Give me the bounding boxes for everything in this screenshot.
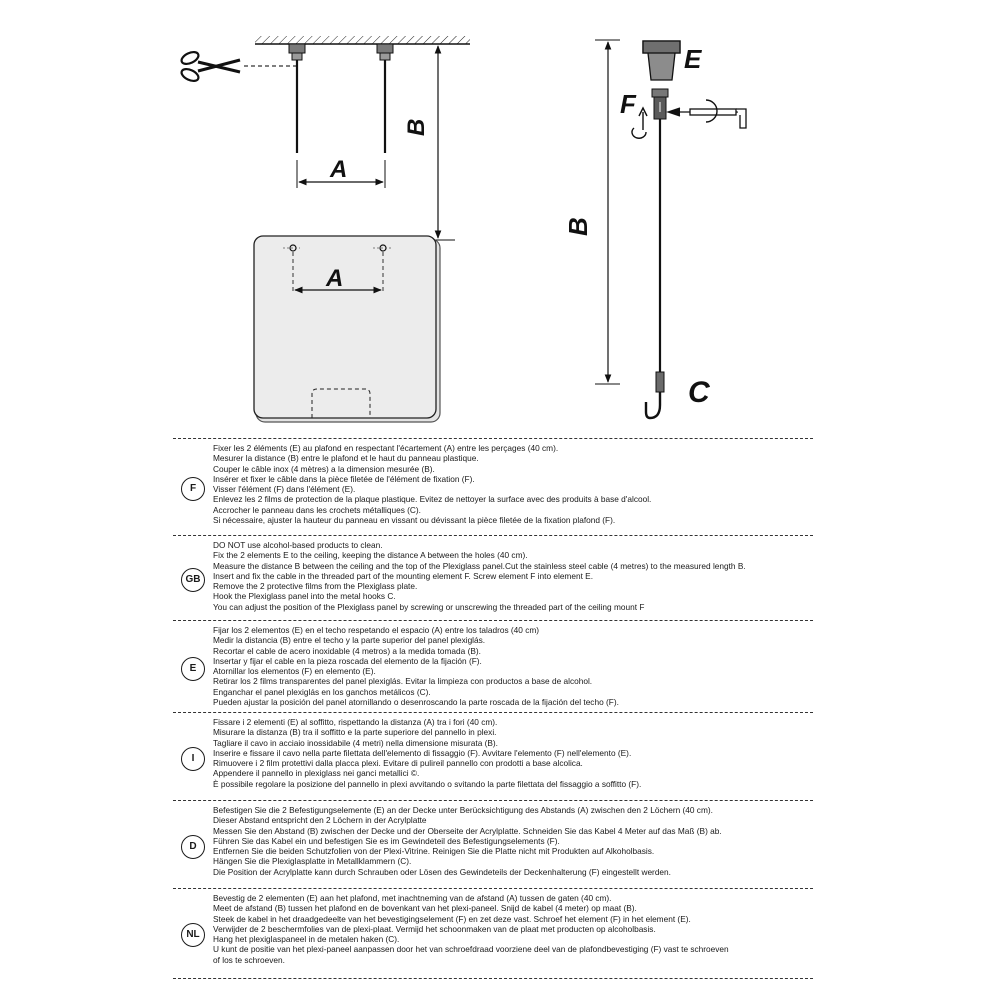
instruction-line: Tagliare il cavo in acciaio inossidabile (4 metri) nella dimensione misurata (B). bbox=[213, 737, 498, 748]
instruction-line: Medir la distancia (B) entre el techo y la parte superior del panel plexiglás. bbox=[213, 635, 486, 646]
language-badge-es: E bbox=[181, 657, 205, 681]
language-badge-gb: GB bbox=[181, 568, 205, 592]
separator bbox=[173, 438, 813, 439]
language-badge-it: I bbox=[181, 747, 205, 771]
instruction-line: U kunt de positie van het plexi-paneel aanpassen door het van schroefdraad voorziene deel van de plafondbevestiging (F) vast te schroeven bbox=[213, 944, 729, 955]
label-e: E bbox=[684, 44, 702, 74]
instruction-line: DO NOT use alcohol-based products to clean. bbox=[213, 540, 383, 550]
scissors-icon bbox=[180, 50, 240, 84]
instruction-line: Fixer les 2 éléments (E) au plafond en respectant l'écartement (A) entre les perçages (40 cm). bbox=[213, 443, 559, 453]
language-badge-de: D bbox=[181, 835, 205, 859]
label-b-right: B bbox=[563, 217, 593, 236]
instruction-line: Retirar los 2 films transparentes del panel plexiglás. Evitar la limpieza con productos a base de alcohol. bbox=[213, 676, 593, 687]
language-badge-nl: NL bbox=[181, 923, 205, 947]
instruction-line: Befestigen Sie die 2 Befestigungselemente (E) an der Decke unter Berücksichtigung des Abstands (A) zwischen den 2 Löchern (40 cm). bbox=[213, 805, 713, 815]
separator bbox=[173, 712, 813, 713]
instruction-line: Enganchar el panel plexiglás en los ganchos metálicos (C). bbox=[213, 686, 431, 697]
plexiglass-panel bbox=[254, 236, 440, 422]
element-f bbox=[652, 89, 668, 119]
instruction-line: Visser l'élément (F) dans l'élément (E). bbox=[213, 484, 356, 495]
instruction-line: Pueden ajustar la posición del panel atornillando o desenroscando la parte roscada de la fijación del techo (F). bbox=[213, 697, 619, 708]
allen-key-icon bbox=[668, 100, 746, 128]
instruction-line: Enlevez les 2 films de protection de la plaque plastique. Evitez de nettoyer la surface avec des produits à base d'alcool. bbox=[213, 494, 652, 505]
instruction-line: Meet de afstand (B) tussen het plafond en de bovenkant van het plexi-paneel. Snijd de kabel (4 meter) op maat (B). bbox=[213, 903, 637, 914]
dimension-b-right bbox=[595, 40, 620, 384]
instruction-line: Verwijder de 2 beschermfolies van de plexi-plaat. Vermijd het schoonmaken van de plaat met producten op alcoholbasis. bbox=[213, 923, 656, 934]
instruction-line: Fissare i 2 elementi (E) al soffitto, rispettando la distanza (A) tra i fori (40 cm). bbox=[213, 717, 498, 727]
instruction-line: Remove the 2 protective films from the Plexiglass plate. bbox=[213, 581, 418, 592]
dimension-b-left bbox=[430, 44, 455, 240]
separator bbox=[173, 800, 813, 801]
separator bbox=[173, 620, 813, 621]
instruction-line: Appendere il pannello in plexiglass nei ganci metallici ©. bbox=[213, 768, 420, 779]
instruction-line: Hängen Sie die Plexiglasplatte in Metallklammern (C). bbox=[213, 856, 412, 867]
instruction-line: Recortar el cable de acero inoxidable (4 metros) a la medida tomada (B). bbox=[213, 645, 481, 656]
instruction-line: Inserire e fissare il cavo nella parte filettata dell'elemento di fissaggio (F). Avvitare l'elemento (F) nell'elemento (E). bbox=[213, 747, 632, 758]
instruction-line: Hook the Plexiglass panel into the metal hooks C. bbox=[213, 591, 396, 602]
label-f: F bbox=[620, 89, 636, 119]
instruction-line: Rimuovere i 2 film protettivi dalla placca plexi. Evitare di pulireil pannello con prodotti a base alcolica. bbox=[213, 758, 583, 769]
ceiling bbox=[255, 36, 470, 44]
instruction-line: Dieser Abstand entspricht den 2 Löchern in der Acrylplatte bbox=[213, 815, 427, 826]
separator bbox=[173, 888, 813, 889]
label-c: C bbox=[688, 376, 710, 409]
instruction-line: Die Position der Acrylplatte kann durch Schrauben oder Lösen des Gewindeteils der Deckenhalterung (F) eingestellt werden. bbox=[213, 866, 671, 877]
element-e bbox=[643, 41, 680, 80]
language-badge-fr: F bbox=[181, 477, 205, 501]
label-a-top: A bbox=[330, 156, 348, 183]
instruction-line: Atornillar los elementos (F) en elemento (E). bbox=[213, 666, 376, 677]
hook-c bbox=[646, 372, 664, 418]
instruction-line: Couper le câble inox (4 mètres) a la dimension mesurée (B). bbox=[213, 463, 435, 474]
instruction-line: of los te schroeven. bbox=[213, 954, 285, 965]
ceiling-mount-right bbox=[377, 44, 393, 153]
instruction-line: Si nécessaire, ajuster la hauteur du panneau en vissant ou dévissant la pièce filetée de la fixation plafond (F). bbox=[213, 515, 616, 526]
instruction-line: Fix the 2 elements E to the ceiling, keeping the distance A between the holes (40 cm). bbox=[213, 550, 528, 561]
instruction-line: È possibile regolare la posizione del pannello in plexi avvitando o svitando la parte filettata del fissaggio a soffitto (F). bbox=[213, 778, 642, 789]
instruction-line: Entfernen Sie die beiden Schutzfolien von der Plexi-Vitrine. Reinigen Sie die Platte nicht mit Produkten auf Alkoholbasis. bbox=[213, 846, 655, 857]
separator bbox=[173, 535, 813, 536]
ceiling-mount-left bbox=[289, 44, 305, 153]
instruction-line: Measure the distance B between the ceiling and the top of the Plexiglass panel.Cut the stainless steel cable (4 metres) to the measured length B. bbox=[213, 560, 746, 571]
label-b-left: B bbox=[403, 118, 430, 136]
instruction-line: Insertar y fijar el cable en la pieza roscada del elemento de la fijación (F). bbox=[213, 655, 482, 666]
installation-diagram bbox=[0, 0, 1000, 432]
instruction-line: Führen Sie das Kabel ein und befestigen Sie es im Gewindeteil des Befestigungselements (F). bbox=[213, 835, 560, 846]
separator bbox=[173, 978, 813, 979]
instruction-line: Accrocher le panneau dans les crochets métalliques (C). bbox=[213, 504, 421, 515]
instruction-line: Messen Sie den Abstand (B) zwischen der Decke und der Oberseite der Acrylplatte. Schneiden Sie das Kabel 4 Meter auf das Maß (B) ab. bbox=[213, 825, 722, 836]
instruction-line: Steek de kabel in het draadgedeelte van het bevestigingselement (F) en zet deze vast. Schroef het element (F) in het element (E). bbox=[213, 913, 691, 924]
instruction-line: You can adjust the position of the Plexiglass panel by screwing or unscrewing the threaded part of the ceiling mount F bbox=[213, 601, 645, 612]
instruction-line: Bevestig de 2 elementen (E) aan het plafond, met inachtneming van de afstand (A) tussen de gaten (40 cm). bbox=[213, 893, 612, 903]
instruction-line: Mesurer la distance (B) entre le plafond et le haut du panneau plastique. bbox=[213, 453, 479, 464]
instruction-line: Hang het plexiglaspaneel in de metalen haken (C). bbox=[213, 934, 400, 945]
instruction-line: Insert and fix the cable in the threaded part of the mounting element F. Screw element F into element E. bbox=[213, 570, 594, 581]
instruction-line: Fijar los 2 elementos (E) en el techo respetando el espacio (A) entre los taladros (40 cm) bbox=[213, 625, 540, 635]
instruction-line: Misurare la distanza (B) tra il soffitto e la parte superiore del pannello in plexi. bbox=[213, 727, 497, 738]
label-a-panel: A bbox=[326, 265, 344, 292]
instruction-line: Insérer et fixer le câble dans la pièce filetée de l'élément de fixation (F). bbox=[213, 473, 475, 484]
